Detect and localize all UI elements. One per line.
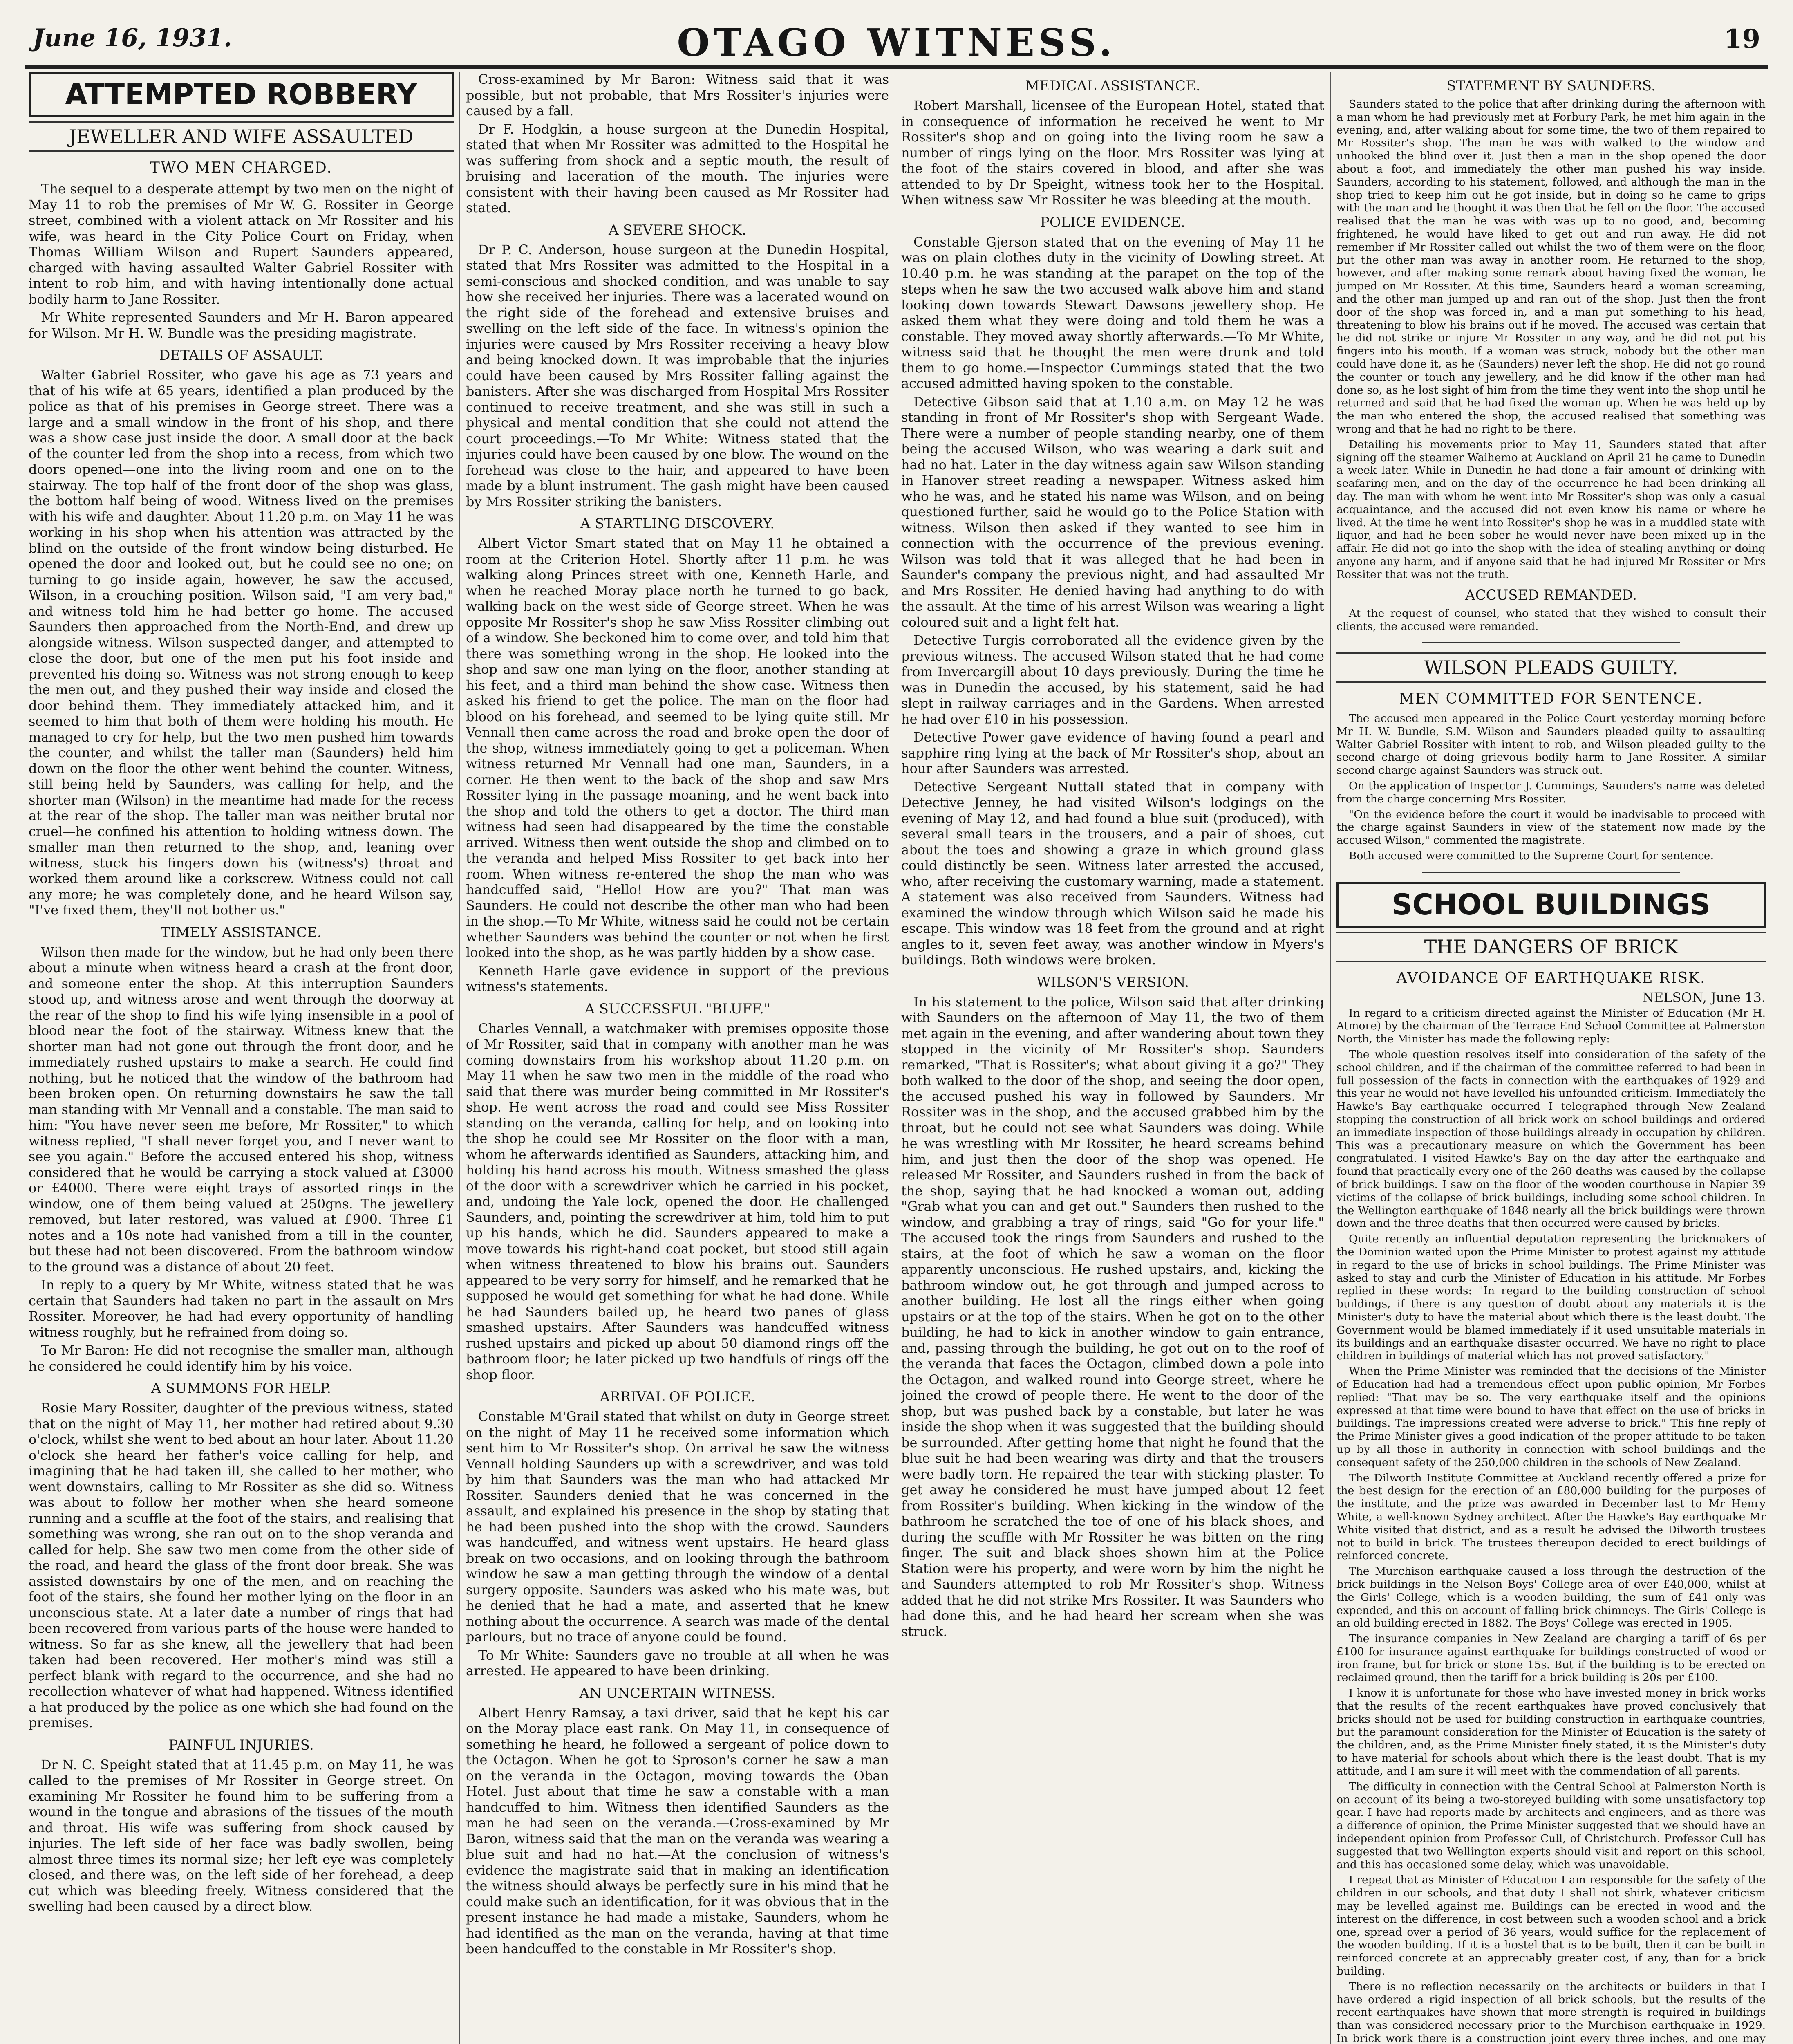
paragraph: Albert Victor Smart stated that on May 11 he obtained a room at the Criterion Hotel. Shortly after 11 p.m. he was walking along Princes street with one, Kenneth Harle, and when he reached Moray place north he turned to go back, walking back on the west side of George street. When he was opposite Mr Rossiter's shop he saw Miss Rossiter climbing out of a window. She beckoned him to come over, and told him that there was something wrong in the shop. He looked into the shop and saw one man lying on the floor, another standing at his feet, and a third man behind the show case. Witness then asked his friend to get the police. The man on the floor had blood on his forehead, and seemed to be lying quite still. Mr Vennall then came across the road and broke open the door of the shop, witness immediately going to get a policeman. When witness returned Mr Vennall had one man, Saunders, in a corner. He then went to the back of the shop and saw Mrs Rossiter lying in the passage moaning, and he went back into the shop and told the others to get a doctor. The third man witness had seen had disappeared by the time the constable arrived. Witness then went outside the shop and climbed on to the veranda and helped Miss Rossiter to get back into her room. When witness re-entered the shop the man who was handcuffed said, "Hello! How are you?" That man was Saunders. He could not describe the other man who had been in the shop.—To Mr White, witness said he could not be certain whether Saunders was behind the counter or not when he first looked into the shop, as he was partly hidden by a show case. bbox=[466, 536, 889, 960]
section-heading: A STARTLING DISCOVERY. bbox=[580, 515, 775, 532]
column-4 bbox=[1336, 72, 1766, 2044]
section-heading: WILSON'S VERSION. bbox=[1036, 974, 1189, 991]
paragraph: The Dilworth Institute Committee at Auckland recently offered a prize for the best design for the erection of an £80,000 building for the purposes of the institute, and the prize was awarded in December last to Mr Henry White, a well-known Sydney architect. After the Hawke's Bay earthquake Mr White visited that district, and as a result he advised the Dilworth trustees not to build in brick. The trustees thereupon decided to erect buildings of reinforced concrete. bbox=[1336, 1471, 1766, 1562]
paragraph: In reply to a query by Mr White, witness stated that he was certain that Saunders had taken no part in the assault on Mrs Rossiter. Moreover, he had had every opportunity of handling witness roughly, but he refrained from doing so. bbox=[29, 1277, 454, 1340]
section-heading: A SUMMONS FOR HELP. bbox=[151, 1380, 331, 1396]
section-heading: A SEVERE SHOCK. bbox=[608, 222, 747, 238]
paragraph: Wilson then made for the window, but he had only been there about a minute when witness heard a crash at the front door, and someone enter the shop. At this interruption Saunders stood up, and witness arose and went through the doorway at the rear of the shop to find his wife lying insensible in a pool of blood near the foot of the stairway. Witness knew that the shorter man had not gone out through the front door, and he immediately rushed upstairs to make a search. He could find nothing, but he noticed that the window of the bathroom had been broken open. On returning downstairs he saw the tall man standing with Mr Vennall and a constable. The man said to him: "You have never seen me before, Mr Rossiter," to which witness replied, "I shall never forget you, and I never want to see you again." Before the accused entered his shop, witness considered that he would be carrying a stock valued at £3000 or £4000. There were eight trays of assorted rings in the window, one of them being valued at 250gns. The jewellery removed, but later restored, was valued at £900. Three £1 notes and a 10s note had vanished from a till in the counter, but these had not been discovered. From the bathroom window to the ground was a distance of about 20 feet. bbox=[29, 944, 454, 1275]
paragraph: Detective Gibson said that at 1.10 a.m. on May 12 he was standing in front of Mr Rossiter's shop with Sergeant Wade. There were a number of people standing nearby, one of them being the accused Wilson, who was wearing a dark suit and had no hat. Later in the day witness again saw Wilson standing in Hanover street reading a newspaper. Witness asked him who he was, and he stated his name was Wilson, and on being questioned further, said he would go to the Police Station with witness. Wilson then asked if they wanted to see him in connection with the occurrence of the previous evening. Wilson was told that it was alleged that he had been in Saunder's company the previous night, and had assaulted Mr and Mrs Rossiter. He denied having had anything to do with the assault. At the time of his arrest Wilson was wearing a light coloured suit and a light felt hat. bbox=[901, 394, 1324, 630]
paragraph: Dr N. C. Speight stated that at 11.45 p.m. on May 11, he was called to the premises of Mr Rossiter in George street. On examining Mr Rossiter he found him to be suffering from a wound in the tongue and abrasions of the tissues of the mouth and throat. His wife was suffering from shock caused by injuries. The left side of her face was badly swollen, being almost three times its normal size; her left eye was completely closed, and there was, on the left side of her forehead, a deep cut which was bleeding freely. Witness considered that the swelling had been caused by a direct blow. bbox=[29, 1757, 454, 1914]
paragraph: There is no reflection necessarily on the architects or builders in that I have ordered a rigid inspection of all brick schools, but the results of the recent earthquakes have shown that more strength is required in buildings than was considered necessary prior to the Murchison earthquake in 1929. In brick work there is a construction joint every three inches, and one may bbox=[1336, 1980, 1766, 2044]
paragraph: Both accused were committed to the Supreme Court for sentence. bbox=[1349, 849, 1714, 863]
section-heading: POLICE EVIDENCE. bbox=[1040, 214, 1185, 231]
paragraph: At the request of counsel, who stated that they wished to consult their clients, the accused were remanded. bbox=[1336, 607, 1766, 633]
column-rule bbox=[459, 72, 460, 2044]
paragraph: Dr P. C. Anderson, house surgeon at the Dunedin Hospital, stated that Mrs Rossiter was admitted to the Hospital in a semi-conscious and shocked condition, and was unable to say how she received her injuries. There was a lacerated wound on the right side of the forehead and extensive bruises and swelling on the left side of the face. In witness's opinion the injuries were caused by Mrs Rossiter receiving a heavy blow and being knocked down. It was improbable that the injuries could have been caused by Mrs Rossiter falling against the banisters. After she was discharged from Hospital Mrs Rossiter continued to receive treatment, and she was still in such a physical and mental condition that she could not attend the court proceedings.—To Mr White: Witness stated that the injuries could have been caused by one blow. The wound on the forehead was close to the hair, and appeared to have been made by a blunt instrument. The gash might have been caused by Mrs Rossiter striking the banisters. bbox=[466, 242, 889, 509]
section-heading: DETAILS OF ASSAULT. bbox=[159, 347, 323, 363]
column-2 bbox=[466, 72, 889, 2044]
paragraph: Robert Marshall, licensee of the European Hotel, stated that in consequence of information he received he went to Mr Rossiter's shop and on going into the living room he saw a number of rings lying on the floor. Mrs Rossiter was lying at the foot of the stairs covered in blood, and after she was attended to by Dr Speight, witness took her to the Hospital. When witness saw Mr Rossiter he was bleeding at the mouth. bbox=[901, 98, 1324, 208]
deck-two-men-charged: TWO MEN CHARGED. bbox=[150, 159, 333, 176]
section-heading: ARRIVAL OF POLICE. bbox=[600, 1389, 755, 1405]
paragraph: Charles Vennall, a watchmaker with premises opposite those of Mr Rossiter, said that in company with another man he was coming downstairs from his workshop about 11.20 p.m. on May 11 when he saw two men in the middle of the road who said that there was murder being committed in Mr Rossiter's shop. He went across the road and could see Miss Rossiter standing on the veranda, calling for help, and on looking into the shop he could see Mr Rossiter on the floor with a man, whom he afterwards identified as Saunders, attacking him, and holding his hand across his mouth. Witness smashed the glass of the door with a screwdriver which he carried in his pocket, and, undoing the Yale lock, opened the door. He challenged Saunders, and, pointing the screwdriver at him, told him to put up his hands, which he did. Saunders appeared to make a move towards his right-hand coat pocket, but stood still again when witness threatened to blow his brains out. Saunders appeared to be very sorry for himself, and he remarked that he supposed he would get something for what he had done. While he had Saunders bailed up, he heard two panes of glass smashed upstairs. After Saunders was handcuffed witness rushed upstairs and picked up about 50 diamond rings off the bathroom floor; he later picked up two handfuls of rings off the shop floor. bbox=[466, 1020, 889, 1383]
paragraph: Constable Gjerson stated that on the evening of May 11 he was on plain clothes duty in the vicinity of Dowling street. At 10.40 p.m. he was standing at the parapet on the top of the steps when he saw the two accused walk above him and stand looking down towards Stewart Dawsons jewellery shop. He asked them what they were doing and told them he was a constable. They moved away shortly afterwards.—To Mr White, witness said that he thought the men were drunk and told them to go home.—Inspector Cummings stated that the two accused admitted having spoken to the constable. bbox=[901, 234, 1324, 391]
section-heading: MEDICAL ASSISTANCE. bbox=[1025, 78, 1200, 94]
paragraph: In his statement to the police, Wilson said that after drinking with Saunders on the afternoon of May 11, the two of them met again in the evening, and after wandering about town they stopped in the vicinity of Mr Rossiter's shop. Saunders remarked, "That is Rossiter's; what about giving it a go?" They both walked to the door of the shop, and seeing the door open, the accused pushed his way in followed by Saunders. Mr Rossiter was in the shop, and the accused grabbed him by the throat, but he could not see what Saunders was doing. While he was wrestling with Mr Rossiter, he heard screams behind him, and just then the door of the shop was opened. He released Mr Rossiter, and Saunders rushed in from the back of the shop, saying that he had knocked a woman out, adding "Grab what you can and get out." Saunders then rushed to the window, and grabbing a tray of rings, said "Go for your life." The accused took the rings from Saunders and rushed to the stairs, at the foot of which he saw a woman on the floor apparently unconscious. He rushed upstairs, and, kicking the bathroom window out, he got through and jumped across to another building. He lost all the rings either when going upstairs or at the top of the stairs. When he got on to the other building, he had to kick in another window to gain entrance, and, passing through the building, he got out on to the roof of the veranda that faces the Octagon, climbed down a pole into the Octagon, and walked round into George street, where he joined the crowd of people there. He went to the door of the shop, but was pushed back by a constable, but later he was inside the shop when it was suggested that the building should be surrounded. After getting home that night he found that the blue suit he had been wearing was dirty and that the trousers were badly torn. He repaired the tear with sticking plaster. To get away he considered he must have jumped about 12 feet from Rossiter's building. When kicking in the window of the bathroom he scratched the toe of one of his black shoes, and during the scuffle with Mr Rossiter he was bitten on the ring finger. The suit and black shoes shown him at the Police Station were his property, and were worn by him the night he and Saunders attempted to rob Mr Rossiter's shop. Witness added that he did not strike Mrs Rossiter. It was Saunders who had done this, and he had heard her scream when she was struck. bbox=[901, 994, 1324, 1639]
paragraph: When the Prime Minister was reminded that the decisions of the Minister of Education had had a tremendous effect upon public opinion, Mr Forbes replied: "That may be so. The very earthquake itself and the opinions expressed at that time were bound to have that effect on the use of bricks in buildings. The impressions created were adverse to brick." This fine reply of the Prime Minister gives a good indication of the proper attitude to be taken up by all those in authority in connection with school buildings and the consequent safety of the 250,000 children in the schools of New Zealand. bbox=[1336, 1365, 1766, 1469]
column-rule bbox=[1330, 72, 1331, 2044]
section-heading: AN UNCERTAIN WITNESS. bbox=[579, 1685, 776, 1701]
dateline: NELSON, June 13. bbox=[1642, 989, 1766, 1005]
section-heading: PAINFUL INJURIES. bbox=[168, 1737, 314, 1753]
paragraph: The accused men appeared in the Police Court yesterday morning before Mr H. W. Bundle, S.M. Wilson and Saunders pleaded guilty to assaulting Walter Gabriel Rossiter with intent to rob, and Wilson pleaded guilty to the second charge of doing grievous bodily harm to Jane Rossiter. A similar second charge against Saunders was struck out. bbox=[1336, 712, 1766, 777]
headline-school-buildings: SCHOOL BUILDINGS bbox=[1336, 882, 1766, 928]
paragraph: Detailing his movements prior to May 11, Saunders stated that after signing off the steamer Waihemo at Auckland on April 21 he came to Dunedin a week later. While in Dunedin he had done a fair amount of drinking with seafaring men, and on the day of the occurrence he had been drinking all day. The man with whom he went into Mr Rossiter's shop was only a casual acquaintance, and the accused did not even know his name or where he lived. At the time he went into Rossiter's shop he was in a muddled state with liquor, and had he been sober he would never have been mixed up in the affair. He did not go into the shop with the idea of stealing anything or doing anyone any harm, and if anyone said that he had injured Mr Rossiter or Mrs Rossiter that was not the truth. bbox=[1336, 438, 1766, 581]
issue-date: June 16, 1931. bbox=[33, 24, 232, 52]
paragraph: Detective Turgis corroborated all the evidence given by the previous witness. The accused Wilson stated that he had come from Invercargill about 10 days previously. During the time he was in Dunedin the accused, by his statement, said he had slept in railway carriages and in the Gardens. When arrested he had over £10 in his possession. bbox=[901, 632, 1324, 727]
paragraph: Detective Power gave evidence of having found a pearl and sapphire ring lying at the back of Mr Rossiter's shop, about an hour after Saunders was arrested. bbox=[901, 729, 1324, 776]
paragraph: Detective Sergeant Nuttall stated that in company with Detective Jenney, he had visited Wilson's lodgings on the evening of May 12, and had found a blue suit (produced), with several small tears in the trousers, and a pair of shoes, cut about the toes and showing a graze in which ground glass could distinctly be seen. Witness later arrested the accused, who, after receiving the customary warning, made a statement. A statement was also received from Saunders. Witness had examined the window through which Wilson said he made his escape. This window was 18 feet from the ground and at right angles to it, seven feet away, was another window in Myers's buildings. Both windows were broken. bbox=[901, 779, 1324, 968]
paragraph: To Mr White: Saunders gave no trouble at all when he was arrested. He appeared to have been drinking. bbox=[466, 1647, 889, 1679]
masthead bbox=[25, 16, 1768, 69]
column-1 bbox=[29, 72, 454, 2044]
paragraph: The whole question resolves itself into consideration of the safety of the school children, and if the chairman of the committee referred to had been in full possession of the facts in connection with the earthquakes of 1929 and this year he would not have levelled his unfounded criticism. Immediately the Hawke's Bay earthquake occurred I telegraphed through New Zealand stopping the construction of all brick work on school buildings and ordered an immediate inspection of those buildings already in occupation by children. This was a precautionary measure on which the Government has been congratulated. I visited Hawke's Bay on the day after the earthquake and found that practically every one of the 260 deaths was caused by the collapse of brick buildings. I saw on the floor of the wooden courthouse in Napier 39 victims of the collapse of brick buildings, including some school children. In the Wellington earthquake of 1848 nearly all the brick buildings were thrown down and the three deaths that then occurred were caused by bricks. bbox=[1336, 1048, 1766, 1230]
subhead-dangers-of-brick: THE DANGERS OF BRICK bbox=[1336, 932, 1766, 962]
paragraph: Quite recently an influential deputation representing the brickmakers of the Dominion waited upon the Prime Minister to protest against my attitude in regard to the use of bricks in school buildings. The Prime Minister was asked to stay and curb the Minister of Education in his attitude. Mr Forbes replied in these words: "In regard to the building construction of school buildings, if there is any question of doubt about any materials it is the Minister's duty to have the material about which there is the least doubt. The Government would be blamed immediately if it used unsuitable materials in its buildings and an earthquake disaster occurred. We have no right to place children in buildings of material which has not proved satisfactory." bbox=[1336, 1233, 1766, 1363]
deck-earthquake-risk: AVOIDANCE OF EARTHQUAKE RISK. bbox=[1396, 969, 1706, 986]
headline-attempted-robbery: ATTEMPTED ROBBERY bbox=[29, 72, 454, 117]
paragraph: Rosie Mary Rossiter, daughter of the previous witness, stated that on the night of May 11, her mother had retired about 9.30 o'clock, whilst she went to bed about an hour later. About 11.20 o'clock she heard her father's voice calling for help, and imagining that he had taken ill, she called to her mother, who went downstairs, calling to Mr Rossiter as she did so. Witness was about to follow her mother when she heard someone running and a scuffle at the foot of the stairs, and realising that something was wrong, she ran out on to the shop veranda and called for help. She saw two men come from the other side of the road, and heard the glass of the front door break. She was assisted downstairs by one of the men, and on reaching the foot of the stairs, she found her mother lying on the floor in an unconscious state. At a later date a number of rings that had been recovered from various parts of the house were handed to witness. So far as she knew, all the jewellery that had been taken had been recovered. Her mother's mind was still a perfect blank with regard to the occurrence, and she had no recollection whatever of what had happened. Witness identified a hat produced by the police as one which she had found on the premises. bbox=[29, 1400, 454, 1730]
divider bbox=[1422, 872, 1680, 873]
paragraph: The insurance companies in New Zealand are charging a tariff of 6s per £100 for insurance against earthquake for buildings constructed of wood or iron frame, but for brick or stone 15s. But if the building is to be erected on reclaimed ground, then the tariff for a brick building is 20s per £100. bbox=[1336, 1632, 1766, 1684]
section-heading: A SUCCESSFUL "BLUFF." bbox=[584, 1000, 770, 1017]
section-heading: STATEMENT BY SAUNDERS. bbox=[1446, 78, 1656, 94]
paragraph: Kenneth Harle gave evidence in support of the previous witness's statements. bbox=[466, 963, 889, 994]
paragraph: In regard to a criticism directed against the Minister of Education (Mr H. Atmore) by the chairman of the Terrace End School Committee at Palmerston North, the Minister has made the following reply: bbox=[1336, 1006, 1766, 1046]
subhead-jeweller-assaulted: JEWELLER AND WIFE ASSAULTED bbox=[29, 121, 454, 152]
deck-men-committed: MEN COMMITTED FOR SENTENCE. bbox=[1399, 690, 1703, 708]
paragraph: Walter Gabriel Rossiter, who gave his age as 73 years and that of his wife at 65 years, identified a plan produced by the police as that of his premises in George street. There was a large and a small window in the front of his shop, and there was a show case just inside the door. A small door at the back of the counter led from the shop into a recess, from which two doors opened—one into the living room and one on to the stairway. The top half of the front door of the shop was glass, the bottom half being of wood. Witness lived on the premises with his wife and daughter. About 11.20 p.m. on May 11 he was working in his shop when his attention was attracted by the blind on the outside of the front window being disturbed. He opened the door and looked out, but he could see no one; on turning to go inside again, however, he saw the accused, Wilson, in a crouching position. Wilson said, "I am very bad," and witness told him he had better go home. The accused Saunders then approached from the North-End, and drew up alongside witness. Wilson suspected danger, and attempted to close the door, but one of the men put his foot inside and prevented his doing so. Witness was not strong enough to keep the men out, and they pushed their way inside and closed the door behind them. They immediately attacked him, and it seemed to him that both of them were holding his mouth. He managed to cry for help, but the two men pushed him towards the counter, and whilst the taller man (Saunders) held him down on the floor the other went behind the counter. Witness, still being held by Saunders, was calling for help, and the shorter man (Wilson) in the meantime had made for the recess at the rear of the shop. The taller man was neither brutal nor cruel—he confined his attention to holding witness down. The smaller man then returned to the shop, and, leaning over witness, stuck his fingers down his (witness's) throat and worked them around like a corkscrew. Witness could not call any more; he was completely done, and he heard Wilson say, "I've fixed them, they'll not bother us." bbox=[29, 367, 454, 918]
paragraph: Dr F. Hodgkin, a house surgeon at the Dunedin Hospital, stated that when Mr Rossiter was admitted to the Hospital he was suffering from shock and a septic mouth, the result of bruising and laceration of the mouth. The injuries were consistent with their having been caused as Mr Rossiter had stated. bbox=[466, 121, 889, 215]
paragraph: Saunders stated to the police that after drinking during the afternoon with a man whom he had previously met at Forbury Park, he met him again in the evening, and, after walking about for some time, the two of them repaired to Mr Rossiter's shop. The man he was with walked to the window and unhooked the blind over it. Just then a man in the shop opened the door about a foot, and immediately the other man pushed his way inside. Saunders, according to his statement, followed, and although the man in the shop tried to keep him out he got inside, but in doing so he came to grips with the man and he thought it was then that he fell on the floor. The accused realised that the man he was with was up to no good, and, becoming frightened, he would have liked to get out and run away. He did not remember if Mr Rossiter called out whilst the two of them were on the floor, but the other man was away in another room. He returned to the shop, however, and after making some remark about having fixed the woman, he jumped on Mr Rossiter. At this time, Saunders heard a woman screaming, and the other man jumped up and ran out of the shop. Just then the front door of the shop was forced in, and a man put something to his head, threatening to blow his brains out if he moved. The accused was certain that he did not strike or injure Mr Rossiter in any way, and he did not put his fingers into his mouth. If a woman was struck, nobody but the other man could have done it, as he (Saunders) never left the shop. He did not go round the counter or touch any jewellery, and he did know if the other man had done so, as he lost sight of him from the time they went into the shop until he returned and said that he had fixed the woman up. When he was held up by the man who entered the shop, the accused realised that something was wrong and that he had no right to be there. bbox=[1336, 98, 1766, 435]
newspaper-title: OTAGO WITNESS. bbox=[677, 20, 1116, 65]
headline-wilson-pleads-guilty: WILSON PLEADS GUILTY. bbox=[1336, 652, 1766, 683]
paragraph: The Murchison earthquake caused a loss through the destruction of the brick buildings in the Nelson Boys' College area of over £40,000, whilst at the Girls' College, which is a wooden building, the sum of £41 only was expended, and this on account of falling brick chimneys. The Girls' College is an old building erected in 1882. The Boys' College was erected in 1905. bbox=[1336, 1565, 1766, 1630]
paragraph: "On the evidence before the court it would be inadvisable to proceed with the charge against Saunders in view of the statement now made by the accused Wilson," commented the magistrate. bbox=[1336, 808, 1766, 847]
section-heading: TIMELY ASSISTANCE. bbox=[161, 924, 322, 941]
paragraph: Mr White represented Saunders and Mr H. Baron appeared for Wilson. Mr H. W. Bundle was the presiding magistrate. bbox=[29, 309, 454, 341]
paragraph: Albert Henry Ramsay, a taxi driver, said that he kept his car on the Moray place east rank. On May 11, in consequence of something he heard, he followed a sergeant of police down to the Octagon. When he got to Sproson's corner he saw a man on the veranda in the Octagon, moving towards the Oban Hotel. Just about that time he saw a constable with a man handcuffed to him. Witness then identified Saunders as the man he had seen on the veranda.—Cross-examined by Mr Baron, witness said that the man on the veranda was wearing a blue suit and had no hat.—At the conclusion of witness's evidence the magistrate said that in making an identification the witness should always be perfectly sure in his mind that he could make such an identification, for it was obvious that in the present instance he had made a mistake, Saunders, whom he had identified as the man on the veranda, having at that time been handcuffed to the constable in Mr Rossiter's shop. bbox=[466, 1705, 889, 1957]
divider bbox=[1422, 642, 1680, 643]
page-number: 19 bbox=[1724, 24, 1760, 54]
paragraph: Cross-examined by Mr Baron: Witness said that it was possible, but not probable, that Mrs Rossiter's injuries were caused by a fall. bbox=[466, 72, 889, 119]
paragraph: The difficulty in connection with the Central School at Palmerston North is on account of its being a two-storeyed building with some unsatisfactory top gear. I have had reports made by architects and engineers, and as there was a difference of opinion, the Prime Minister suggested that we should have an independent opinion from Professor Cull, of Christchurch. Professor Cull has suggested that two Wellington experts should visit and report on this school, and this has occasioned some delay, which was unavoidable. bbox=[1336, 1780, 1766, 1871]
paragraph: On the application of Inspector J. Cummings, Saunders's name was deleted from the charge concerning Mrs Rossiter. bbox=[1336, 780, 1766, 805]
paragraph: To Mr Baron: He did not recognise the smaller man, although he considered he could identify him by his voice. bbox=[29, 1342, 454, 1374]
column-3 bbox=[901, 72, 1324, 2044]
paragraph: The sequel to a desperate attempt by two men on the night of May 11 to rob the premises of Mr W. G. Rossiter in George street, combined with a violent attack on Mr Rossiter and his wife, was heard in the City Police Court on Friday, when Thomas William Wilson and Rupert Saunders appeared, charged with having assaulted Walter Gabriel Rossiter with intent to rob him, and with having intentionally done actual bodily harm to Jane Rossiter. bbox=[29, 181, 454, 307]
section-heading: ACCUSED REMANDED. bbox=[1465, 587, 1637, 604]
paragraph: I repeat that as Minister of Education I am responsible for the safety of the children in our schools, and that duty I shall not shirk, whatever criticism may be levelled against me. Buildings can be erected in wood and the interest on the difference, in cost between such a wooden school and a brick one, spread over a period of 36 years, would suffice for the replacement of the wooden building. If it is a hostel that is to be built, then it can be built in reinforced concrete at an appreciably greater cost, if any, than for a brick building. bbox=[1336, 1874, 1766, 1978]
paragraph: Constable M'Grail stated that whilst on duty in George street on the night of May 11 he received some information which sent him to Mr Rossiter's shop. On arrival he saw the witness Vennall holding Saunders up with a screwdriver, and was told by him that Saunders was the man who had attacked Mr Rossiter. Saunders denied that he was concerned in the assault, and explained his presence in the shop by stating that he had been pushed into the shop with the crowd. Saunders was handcuffed, and witness went upstairs. He heard glass break on two occasions, and on looking through the bathroom window he saw a man getting through the window of a dental surgery opposite. Saunders was asked who his mate was, but he denied that he had a mate, and asserted that he knew nothing about the occurrence. A search was made of the dental parlours, but no trace of anyone could be found. bbox=[466, 1409, 889, 1645]
paragraph: I know it is unfortunate for those who have invested money in brick works that the results of the recent earthquakes have proved conclusively that bricks should not be used for building construction in earthquake countries, but the paramount consideration for the Minister of Education is the safety of the children, and, as the Prime Minister finely stated, it is the Minister's duty to have material for schools about which there is the least doubt. That is my attitude, and I am sure it will meet with the commendation of all parents. bbox=[1336, 1687, 1766, 1778]
